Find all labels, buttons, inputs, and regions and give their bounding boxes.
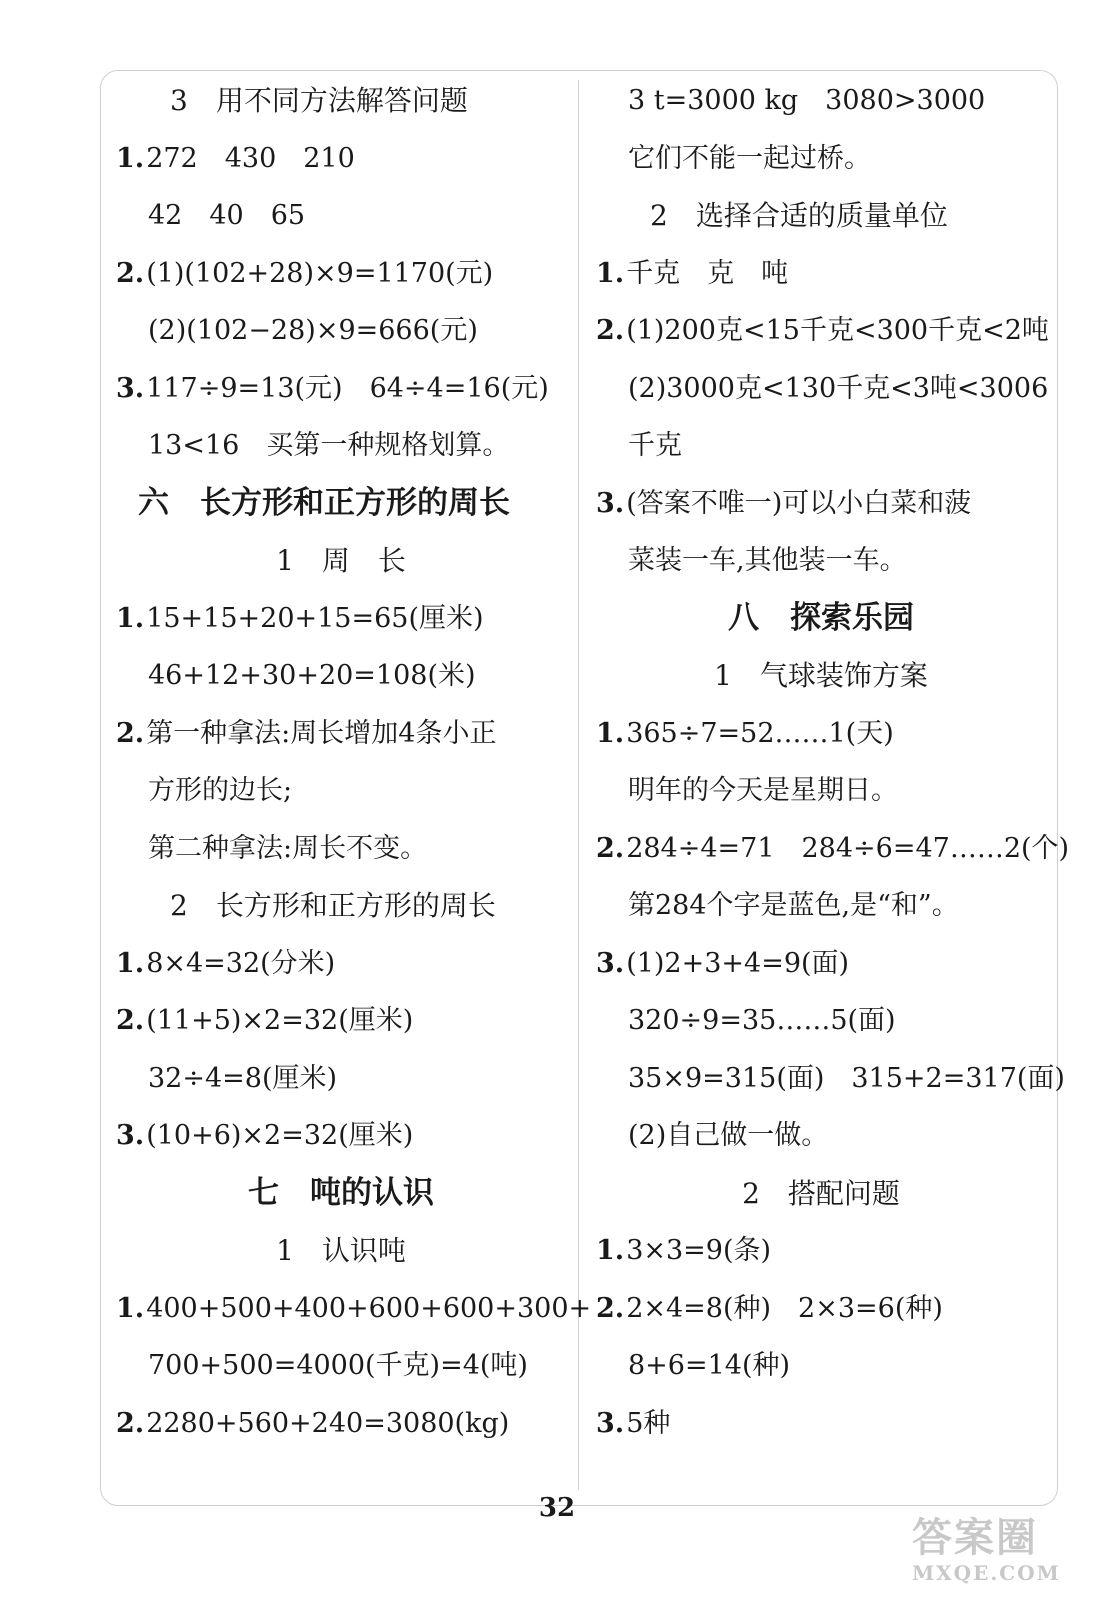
page-number: 32 <box>538 1493 576 1523</box>
answer-continuation: 第二种拿法:周长不变。 <box>148 832 428 864</box>
answer-continuation: 700+500=4000(千克)=4(吨) <box>148 1350 528 1381</box>
subsection-heading: 3 用不同方法解答问题 <box>170 84 468 117</box>
answer-item <box>596 1280 1046 1338</box>
item-text: 272 430 210 <box>146 142 355 174</box>
item-text: (答案不唯一)可以小白菜和菠 <box>626 487 972 519</box>
item-number: 2. <box>116 1407 145 1439</box>
answer-continuation: 8+6=14(种) <box>628 1350 791 1381</box>
answer-item <box>116 1280 592 1338</box>
answer-item <box>596 820 1070 878</box>
item-number: 2. <box>116 717 145 749</box>
answer-item <box>596 1222 1046 1280</box>
answer-item <box>116 590 566 648</box>
answer-continuation: 3 t=3000 kg 3080>3000 <box>628 85 986 116</box>
item-number: 2. <box>596 315 625 346</box>
right-column <box>596 72 1070 1452</box>
subsection-heading: 2 长方形和正方形的周长 <box>170 889 496 922</box>
answer-item <box>596 1395 1046 1453</box>
item-text: 3×3=9(条) <box>626 1235 772 1266</box>
chapter-heading: 六 长方形和正方形的周长 <box>138 484 510 521</box>
answer-continuation: 第284个字是蓝色,是“和”。 <box>628 890 959 921</box>
item-text: (1)2+3+4=9(面) <box>626 947 850 979</box>
answer-continuation: (2)自己做一做。 <box>628 1120 829 1151</box>
answer-item <box>116 1395 566 1453</box>
answer-continuation: 320÷9=35……5(面) <box>628 1005 896 1036</box>
subsection-heading: 1 气球装饰方案 <box>714 659 928 692</box>
item-text: (1)(102+28)×9=1170(元) <box>146 257 494 289</box>
answer-continuation: 35×9=315(面) 315+2=317(面) <box>628 1062 1065 1094</box>
watermark-en: MXQE.COM <box>912 1561 1061 1585</box>
answer-continuation: 13<16 买第一种规格划算。 <box>148 430 510 461</box>
answer-continuation: 46+12+30+20=108(米) <box>148 660 476 691</box>
answer-item <box>596 245 1046 303</box>
item-text: (11+5)×2=32(厘米) <box>146 1005 414 1036</box>
chapter-heading: 八 探索乐园 <box>728 599 914 636</box>
answer-continuation: (2)3000克<130千克<3吨<3006 <box>628 372 1049 404</box>
item-number: 1. <box>596 717 625 749</box>
item-text: 284÷4=71 284÷6=47……2(个) <box>626 832 1070 864</box>
item-text: 400+500+400+600+600+300+ <box>146 1292 592 1324</box>
item-text: (1)200克<15千克<300千克<2吨 <box>626 315 1049 346</box>
answer-item <box>596 935 1046 993</box>
answer-item <box>116 992 566 1050</box>
item-number: 1. <box>596 1235 625 1266</box>
answer-item <box>116 245 566 303</box>
answer-continuation: 42 40 65 <box>148 200 306 231</box>
answer-continuation: 明年的今天是星期日。 <box>628 775 898 806</box>
item-number: 3. <box>116 372 145 404</box>
item-text: 5种 <box>626 1407 671 1439</box>
item-number: 3. <box>596 947 625 979</box>
answer-item <box>116 705 566 763</box>
column-divider <box>578 80 579 1490</box>
chapter-heading: 七 吨的认识 <box>248 1174 434 1211</box>
item-number: 1. <box>116 1292 145 1324</box>
item-text: (10+6)×2=32(厘米) <box>146 1120 414 1151</box>
answer-continuation: (2)(102−28)×9=666(元) <box>148 315 478 346</box>
item-number: 2. <box>596 832 625 864</box>
answer-continuation: 菜装一车,其他装一车。 <box>628 545 907 576</box>
item-text: 千克 克 吨 <box>626 257 789 289</box>
answer-continuation: 它们不能一起过桥。 <box>628 142 871 174</box>
answer-continuation: 方形的边长; <box>148 775 293 806</box>
answer-item <box>116 360 566 418</box>
subsection-heading: 2 搭配问题 <box>742 1176 900 1210</box>
answer-item <box>596 302 1049 360</box>
item-number: 1. <box>116 142 145 174</box>
answer-item <box>596 705 1046 763</box>
answer-continuation: 32÷4=8(厘米) <box>148 1062 338 1094</box>
watermark-logo <box>912 1516 1102 1592</box>
item-text: 2280+560+240=3080(kg) <box>146 1407 510 1439</box>
subsection-heading: 2 选择合适的质量单位 <box>650 199 948 232</box>
answer-continuation: 千克 <box>628 430 682 461</box>
item-text: 15+15+20+15=65(厘米) <box>146 602 484 634</box>
answer-item <box>116 935 566 993</box>
item-number: 3. <box>116 1120 145 1151</box>
item-text: 8×4=32(分米) <box>146 947 336 979</box>
answer-item <box>116 130 566 188</box>
watermark-cn: 答案圈 <box>912 1514 1038 1561</box>
item-text: 117÷9=13(元) 64÷4=16(元) <box>146 372 549 404</box>
item-number: 3. <box>596 487 625 519</box>
item-number: 2. <box>116 257 145 289</box>
subsection-heading: 1 周 长 <box>276 544 406 577</box>
item-number: 1. <box>596 257 625 289</box>
subsection-heading: 1 认识吨 <box>276 1234 406 1267</box>
item-number: 1. <box>116 602 145 634</box>
left-column <box>116 72 592 1452</box>
item-number: 2. <box>596 1292 625 1324</box>
answer-item <box>116 1107 566 1165</box>
item-number: 3. <box>596 1407 625 1439</box>
item-text: 第一种拿法:周长增加4条小正 <box>146 717 497 749</box>
item-text: 2×4=8(种) 2×3=6(种) <box>626 1292 943 1324</box>
answer-item <box>596 475 1046 533</box>
item-number: 2. <box>116 1005 145 1036</box>
item-number: 1. <box>116 947 145 979</box>
item-text: 365÷7=52……1(天) <box>626 717 894 749</box>
